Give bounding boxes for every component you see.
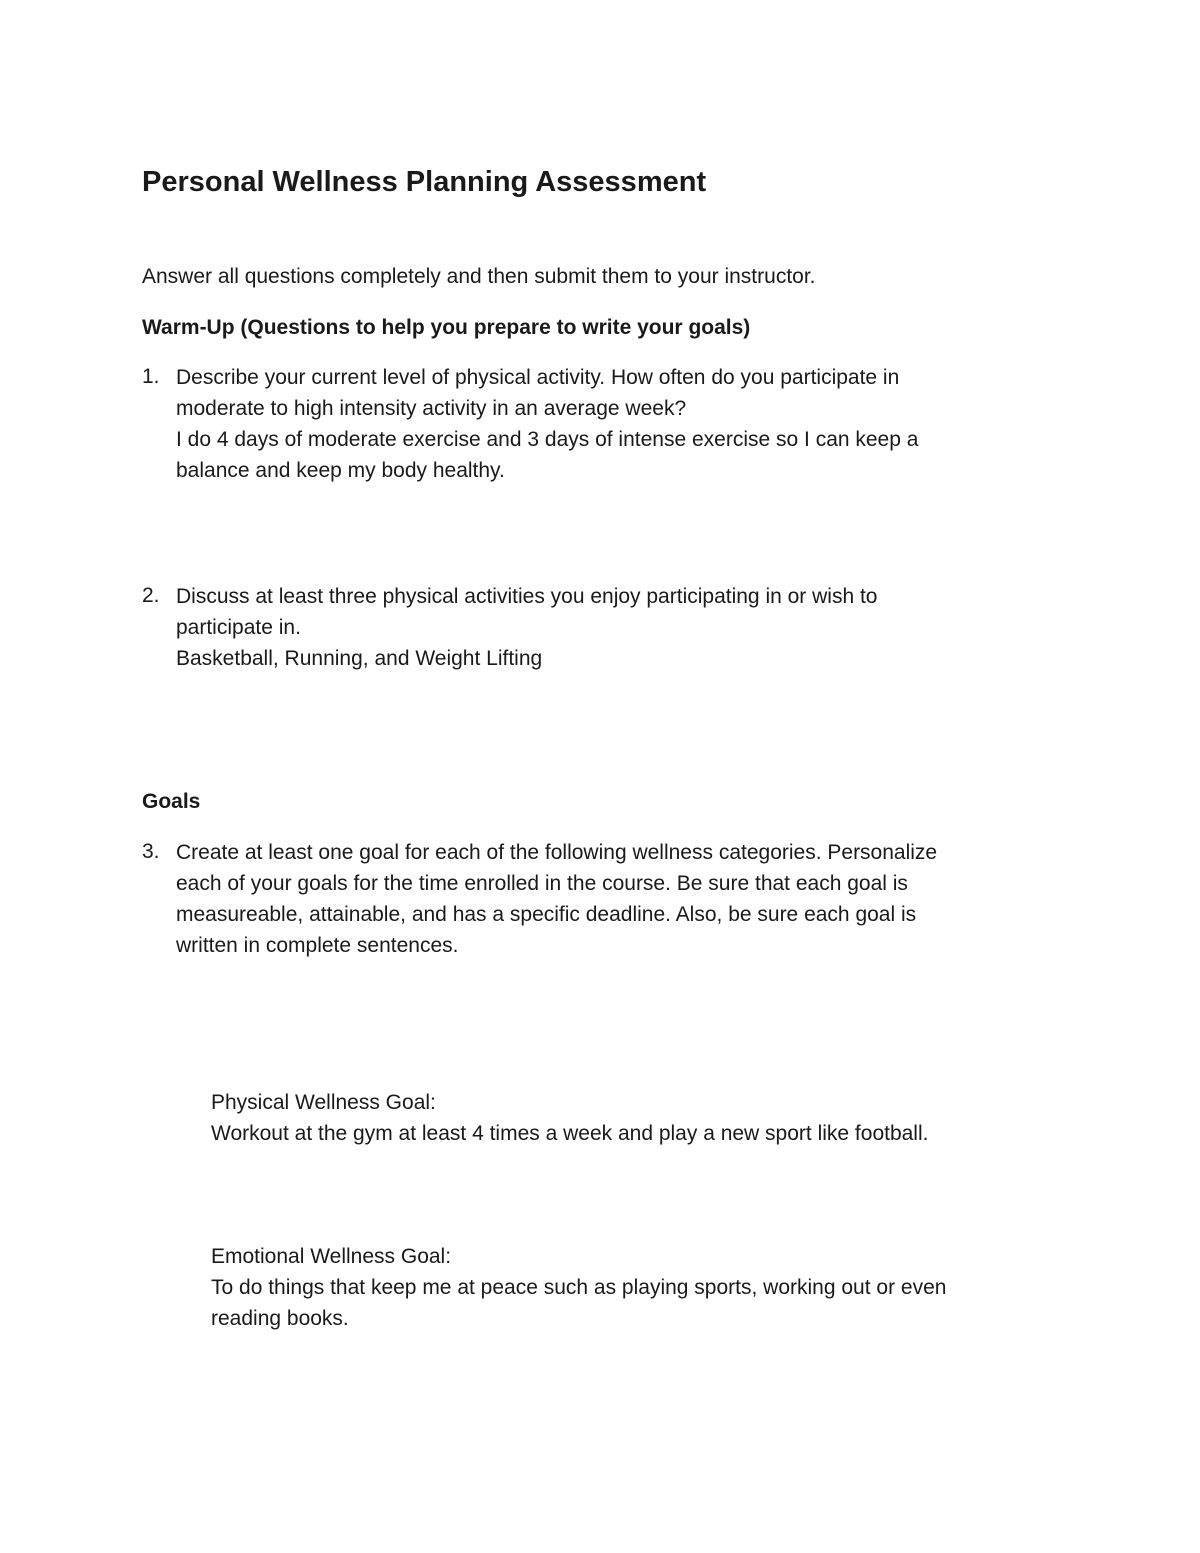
question-3-line: each of your goals for the time enrolled in the course. Be sure that each goal is: [176, 872, 908, 895]
question-1: [176, 362, 1056, 486]
question-2: [176, 581, 1056, 674]
question-2-number: 2.: [142, 584, 160, 607]
physical-wellness-goal: [211, 1087, 1051, 1149]
goals-heading: Goals: [142, 790, 201, 813]
question-3: [176, 837, 1046, 961]
question-1-line: moderate to high intensity activity in an average week?: [176, 397, 687, 420]
question-2-answer-line: Basketball, Running, and Weight Lifting: [176, 647, 543, 670]
question-2-line: participate in.: [176, 616, 301, 639]
physical-goal-label: Physical Wellness Goal:: [211, 1091, 436, 1114]
question-1-line: Describe your current level of physical activity. How often do you participate in: [176, 366, 900, 389]
emotional-goal-answer-line: reading books.: [211, 1307, 349, 1330]
question-3-number: 3.: [142, 840, 160, 863]
warmup-heading: Warm-Up (Questions to help you prepare to write your goals): [142, 316, 751, 339]
question-1-answer-line: I do 4 days of moderate exercise and 3 days of intense exercise so I can keep a: [176, 428, 919, 451]
question-3-line: written in complete sentences.: [176, 934, 459, 957]
question-1-answer-line: balance and keep my body healthy.: [176, 459, 505, 482]
document-title: Personal Wellness Planning Assessment: [142, 166, 707, 198]
question-1-number: 1.: [142, 365, 160, 388]
question-3-line: measureable, attainable, and has a specific deadline. Also, be sure each goal is: [176, 903, 917, 926]
question-3-line: Create at least one goal for each of the following wellness categories. Personalize: [176, 841, 938, 864]
emotional-goal-answer-line: To do things that keep me at peace such as playing sports, working out or even: [211, 1276, 947, 1299]
emotional-goal-label: Emotional Wellness Goal:: [211, 1245, 452, 1268]
instructions-text: Answer all questions completely and then submit them to your instructor.: [142, 265, 816, 288]
emotional-wellness-goal: [211, 1241, 1051, 1334]
physical-goal-answer: Workout at the gym at least 4 times a week and play a new sport like football.: [211, 1122, 929, 1145]
question-2-line: Discuss at least three physical activities you enjoy participating in or wish to: [176, 585, 878, 608]
